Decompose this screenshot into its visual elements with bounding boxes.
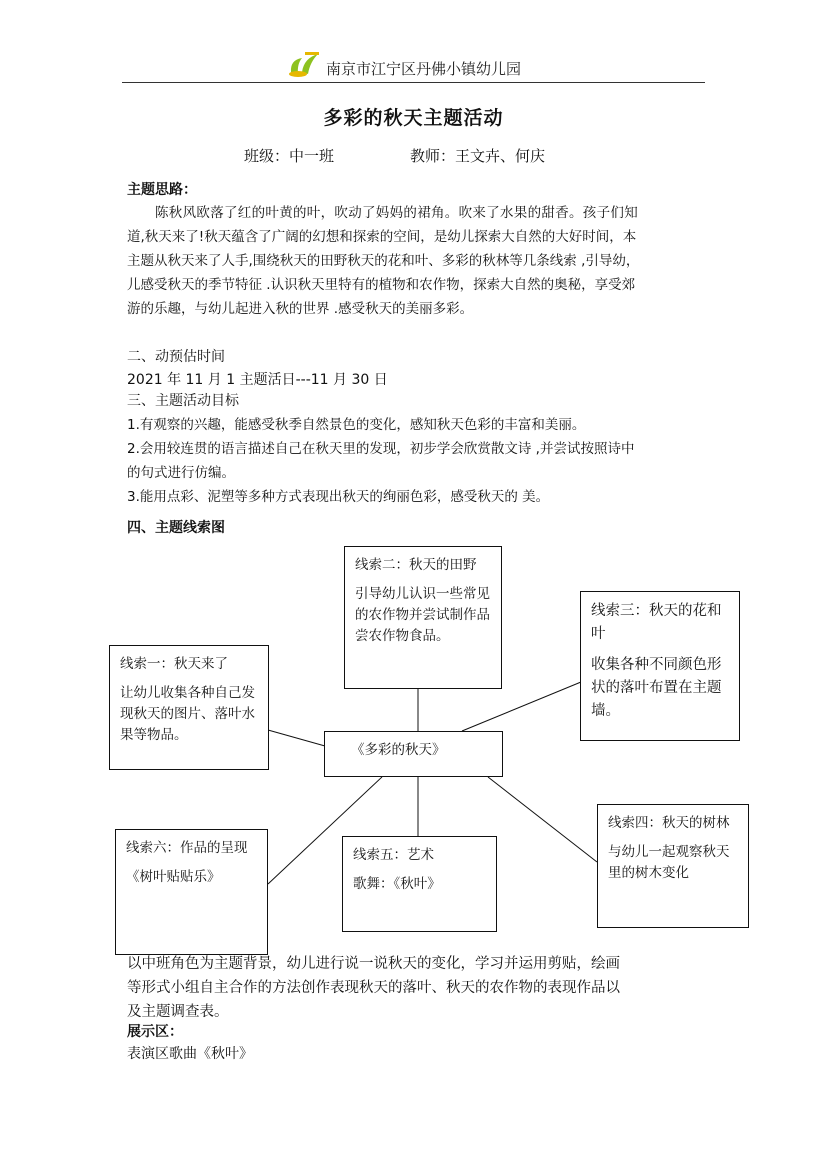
idea-heading: 主题思路： (127, 182, 197, 198)
clue-body: 让幼儿收集各种自己发现秋天的图片、落叶水果等物品。 (120, 685, 255, 743)
goal-heading: 三、主题活动目标 (127, 393, 239, 409)
center-theme-box (324, 731, 503, 777)
goal-item: 1.有观察的兴趣，能感受秋季自然景色的变化，感知秋天色彩的丰富和美丽。 (127, 417, 586, 433)
clue-body: 歌舞：《秋叶》 (353, 876, 441, 892)
map-heading: 四、主题线索图 (127, 520, 225, 536)
summary-line: 等形式小组自主合作的方法创作表现秋天的落叶、秋天的农作物的表现作品以 (127, 980, 620, 996)
idea-line: 陈秋风欧落了红的叶黄的叶，吹动了妈妈的裙角。吹来了水果的甜香。孩子们知 (155, 205, 638, 221)
idea-line: 道,秋天来了!秋天蕴含了广阔的幻想和探索的空间，是幼儿探索大自然的大好时间，本 (127, 229, 637, 245)
clue-box-1 (109, 645, 269, 770)
clue-body: 引导幼儿认识一些常见的农作物并尝试制作品尝农作物食品。 (355, 586, 490, 644)
clue-body: 收集各种不同颜色形状的落叶布置在主题墙。 (591, 657, 722, 719)
clue-title: 线索五：艺术 (353, 847, 434, 863)
idea-line: 主题从秋天来了人手,围绕秋天的田野秋天的花和叶、多彩的秋林等几条线索 ,引导幼， (127, 253, 640, 269)
clue-title: 线索六：作品的呈现 (126, 840, 248, 856)
time-heading: 二、动预估时间 (127, 349, 225, 365)
goal-item: 3.能用点彩、泥塑等多种方式表现出秋天的绚丽色彩，感受秋天的 美。 (127, 489, 550, 505)
clue-body: 《树叶贴贴乐》 (126, 869, 221, 885)
clue-box-2 (344, 546, 502, 689)
school-name: 南京市江宁区丹佛小镇幼儿园 (326, 60, 522, 78)
goal-item: 的句式进行仿编。 (127, 465, 235, 481)
time-value: 2021 年 11 月 1 主题活日---11 月 30 日 (127, 372, 388, 388)
clue-title: 线索四：秋天的树林 (608, 815, 730, 831)
summary-paragraph (127, 952, 697, 1024)
center-theme: 《多彩的秋天》 (351, 742, 446, 758)
clue-box-5 (342, 836, 497, 932)
connector-line (488, 777, 597, 862)
display-heading: 展示区： (127, 1024, 183, 1040)
idea-line: 游的乐趣，与幼儿起进入秋的世界 .感受秋天的美丽多彩。 (127, 301, 474, 317)
class-label: 班级：中一班 (244, 147, 335, 165)
clue-box-3 (580, 591, 740, 741)
idea-line: 儿感受秋天的季节特征 .认识秋天里特有的植物和农作物，探索大自然的奥秘，享受郊 (127, 277, 636, 293)
goal-item: 2.会用较连贯的语言描述自己在秋天里的发现，初步学会欣赏散文诗 ,并尝试按照诗中 (127, 441, 635, 457)
clue-box-4 (597, 804, 749, 928)
connector-line (268, 730, 325, 746)
document-title: 多彩的秋天主题活动 (323, 107, 504, 129)
summary-line: 以中班角色为主题背景，幼儿进行说一说秋天的变化，学习并运用剪贴，绘画 (127, 956, 620, 972)
clue-title: 线索二：秋天的田野 (355, 557, 477, 573)
summary-line: 及主题调查表。 (127, 1004, 229, 1020)
clue-body: 与幼儿一起观察秋天里的树木变化 (608, 844, 730, 881)
display-value: 表演区歌曲《秋叶》 (127, 1046, 253, 1062)
clue-title: 线索三：秋天的花和叶 (591, 603, 722, 642)
clue-title: 线索一：秋天来了 (120, 656, 228, 672)
clue-box-6 (115, 829, 268, 955)
teacher-label: 教师：王文卉、何庆 (410, 147, 546, 165)
